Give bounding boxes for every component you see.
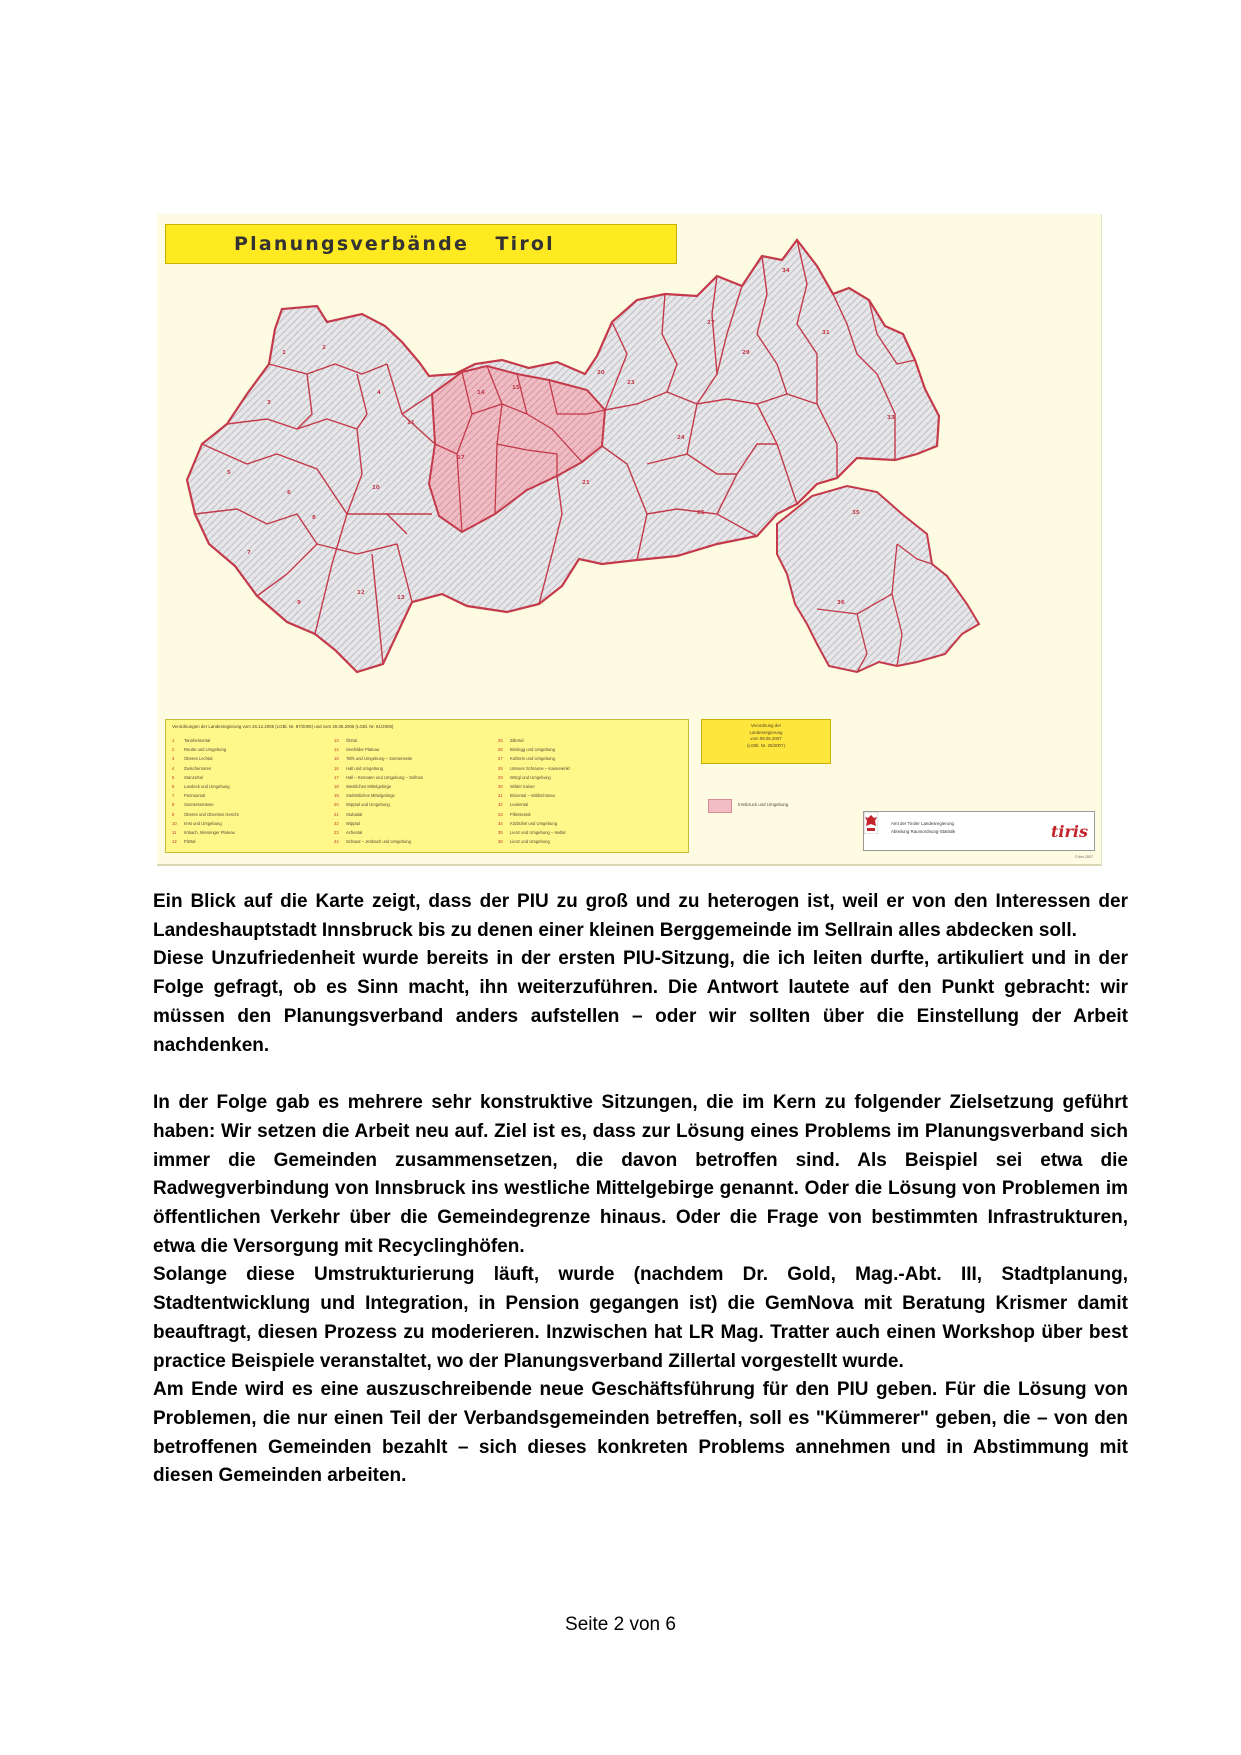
legend-column-2: [334, 736, 494, 846]
legend-item: 22 Wipptal: [334, 820, 360, 826]
decree-line: (LGBl. Nr. 25/2007): [747, 742, 785, 748]
legend-item: 30 Wilder Kaiser: [498, 784, 535, 790]
region-number: 21: [582, 480, 590, 486]
map-copyright: © tiris 2007: [1074, 855, 1093, 859]
legend-item: 36 Lienz und Umgebung: [498, 839, 550, 845]
decree-line: vom 08.05.2007: [750, 736, 782, 741]
legend-item: 10 Imst und Umgebung: [172, 820, 222, 826]
legend-column-1: [172, 736, 332, 846]
legend-item: 7 Paznauntal: [172, 793, 205, 799]
map-title: Planungsverbände Tirol: [234, 233, 555, 255]
paragraph: In der Folge gab es mehrere sehr konstruktive Sitzungen, die im Kern zu folgender Zielsetzung geführt haben: Wir setzen die Arbeit neu auf. Ziel ist es, dass zur Lösung eines Problems im Planungsverband sich immer die Gemeinden zusammensetzen, die davon betroffen sind. Als Beispiel sei etwa die Radwegverbindung von Innsbruck ins westliche Mittelgebirge genannt. Oder die Lösung von Problemen im öffentlichen Verkehr über die Gemeindegrenze hinaus. Oder die Frage von bestimmten Infrastrukturen, etwa die Versorgung mit Recyclinghöfen.: [153, 1092, 1128, 1257]
region-number: 14: [477, 390, 485, 396]
legend-item: 11 Imbach, Mieminger Plateau: [172, 830, 235, 836]
region-number: 33: [887, 415, 895, 421]
region-number: 6: [287, 490, 291, 496]
legend-item: 8 Sonnenterrasse: [172, 802, 214, 808]
region-number: 20: [597, 370, 605, 376]
region-number: 15: [512, 385, 520, 391]
decree-box: [701, 719, 831, 764]
region-number: 7: [247, 550, 251, 556]
map-title-box: [165, 224, 677, 264]
legend-item: 27 Kufstein und Umgebung: [498, 756, 555, 762]
region-number: 23: [627, 380, 635, 386]
decree-line: Landesregierung: [749, 729, 783, 735]
legend-item: 17 Hall – Kematen und Umgebung – Sellrain: [334, 774, 424, 780]
paragraph: Diese Unzufriedenheit wurde bereits in der ersten PIU-Sitzung, die ich leiten durfte, artikuliert und in der Folge gefragt, ob es Sinn macht, ihn weiterzuführen. Die Antwort lautete auf den Punkt gebracht: wir müssen den Planungsverband anders aufstellen – oder wir sollten über die Einstellung der Arbeit nachdenken.: [153, 948, 1128, 1056]
region-number: 8: [312, 515, 316, 521]
legend-item: 26 Brixlegg und Umgebung: [498, 747, 555, 753]
map-footer-box: [863, 811, 1095, 851]
region-number: 1: [282, 350, 286, 356]
legend-item: 32 Leukental: [498, 802, 529, 808]
paragraph: Ein Blick auf die Karte zeigt, dass der PIU zu groß und zu heterogen ist, weil er von den Interessen der Landeshauptstadt Innsbruck bis zu denen einer kleinen Berggemeinde im Sellrain alles abdecken soll.: [153, 891, 1128, 941]
legend-item: 28 Unteres Schranne – Kaiserwinkl: [498, 765, 570, 771]
tyrol-eagle-icon: [864, 812, 878, 834]
legend-item: 29 Wörgl und Umgebung: [498, 774, 551, 780]
region-number: 17: [457, 455, 465, 461]
region-number: 5: [227, 470, 231, 476]
legend-item: 25 Zillertal: [498, 738, 524, 743]
legend-item: 31 Brixental – Wildschönau: [498, 793, 555, 799]
legend-item: 3 Oberes Lechtal: [172, 756, 213, 762]
region-number: 36: [837, 600, 845, 606]
region-number: 12: [357, 590, 365, 596]
legend-column-3: [498, 736, 658, 846]
decree-line: Verordnung der: [750, 723, 782, 728]
east-tyrol-shape: [777, 486, 979, 672]
region-number: 29: [742, 350, 750, 356]
legend-item: 20 Wipptal und Umgebung: [334, 802, 390, 808]
region-number: 27: [707, 320, 715, 326]
region-number: 9: [297, 600, 301, 606]
region-number: 34: [782, 268, 790, 274]
legend-item: 2 Reutte und Umgebung: [172, 747, 227, 753]
region-number: 10: [372, 485, 380, 491]
region-number: 3: [267, 400, 271, 406]
legend-item: 9 Oberes und Oberstes Gericht: [172, 811, 239, 817]
legend-item: 21 Stubaital: [334, 811, 363, 817]
map-legend: [165, 719, 689, 853]
paragraph: Am Ende wird es eine auszuschreibende neue Geschäftsführung für den PIU geben. Für die Lösung von Problemen, die nur einen Teil der Verbandsgemeinden betreffen, soll es "Kümmerer" geben, die – von den betroffenen Gemeinden bezahlt – sich dieses konkreten Problems annehmen und in Abstimmung mit diesen Gemeinden arbeiten.: [153, 1379, 1128, 1487]
legend-item: 6 Landeck und Umgebung: [172, 784, 230, 790]
region-number: 35: [852, 510, 860, 516]
region-number: 31: [822, 330, 830, 336]
region-number: 13: [397, 595, 405, 601]
legend-item: 12 Pitztal: [172, 839, 196, 845]
legend-item: 18 Westliches Mittelgebirge: [334, 784, 392, 790]
footer-line-1: Amt der Tiroler Landesregierung: [891, 821, 954, 826]
legend-item: 33 Pillerseetal: [498, 811, 531, 817]
body-text: [153, 888, 1128, 1491]
legend-item: 34 Kitzbühel und Umgebung: [498, 820, 558, 826]
legend-item: 4 Zwischentoren: [172, 765, 212, 771]
region-number: 25: [697, 510, 705, 516]
legend-item: 1 Tannheimertal: [172, 738, 211, 743]
legend-item: 15 Telfs und Umgebung – Sonnenseite: [334, 756, 413, 762]
page-number: Seite 2 von 6: [565, 1614, 676, 1635]
legend-item: 24 Schwaz – Jenbach und Umgebung: [334, 839, 411, 845]
swatch-label: Innsbruck und Umgebung: [738, 802, 789, 807]
region-number: 4: [377, 390, 381, 396]
legend-item: 13 Ötztal: [334, 738, 357, 743]
legend-heading: Verordnungen der Landesregierung vom 26.12.2005 (LGBl. Nr. 87/2005) und vom 29.05.2006 (LGBl. Nr. 61/2006): [172, 724, 394, 729]
innsbruck-swatch: [708, 799, 732, 813]
legend-item: 35 Lienz und Umgebung – Iseltal: [498, 830, 566, 836]
legend-item: 16 Hall und Umgebung: [334, 765, 384, 771]
region-number: 2: [322, 345, 326, 351]
paragraph: Solange diese Umstrukturierung läuft, wurde (nachdem Dr. Gold, Mag.-Abt. III, Stadtplanung, Stadtentwicklung und Integration, in Pension gegangen ist) die GemNova mit Beratung Krismer damit beauftragt, diesen Prozess zu moderieren. Inzwischen hat LR Mag. Tratter auch einen Workshop über best practice Beispiele veranstaltet, wo der Planungsverband Zillertal vorgestellt wurde.: [153, 1264, 1128, 1372]
footer-line-2: Abteilung Raumordnung-Statistik: [891, 829, 956, 834]
map-image-planungsverbaende: [157, 214, 1102, 866]
region-number: 11: [407, 420, 415, 426]
legend-item: 19 Südöstliches Mittelgebirge: [334, 793, 395, 799]
tiris-logo: tiris: [1051, 822, 1088, 841]
legend-item: 14 Seefelder Plateau: [334, 747, 380, 753]
legend-item: 23 Achental: [334, 830, 363, 836]
region-number: 24: [677, 435, 685, 441]
legend-item: 5 Stanzertal: [172, 774, 203, 780]
